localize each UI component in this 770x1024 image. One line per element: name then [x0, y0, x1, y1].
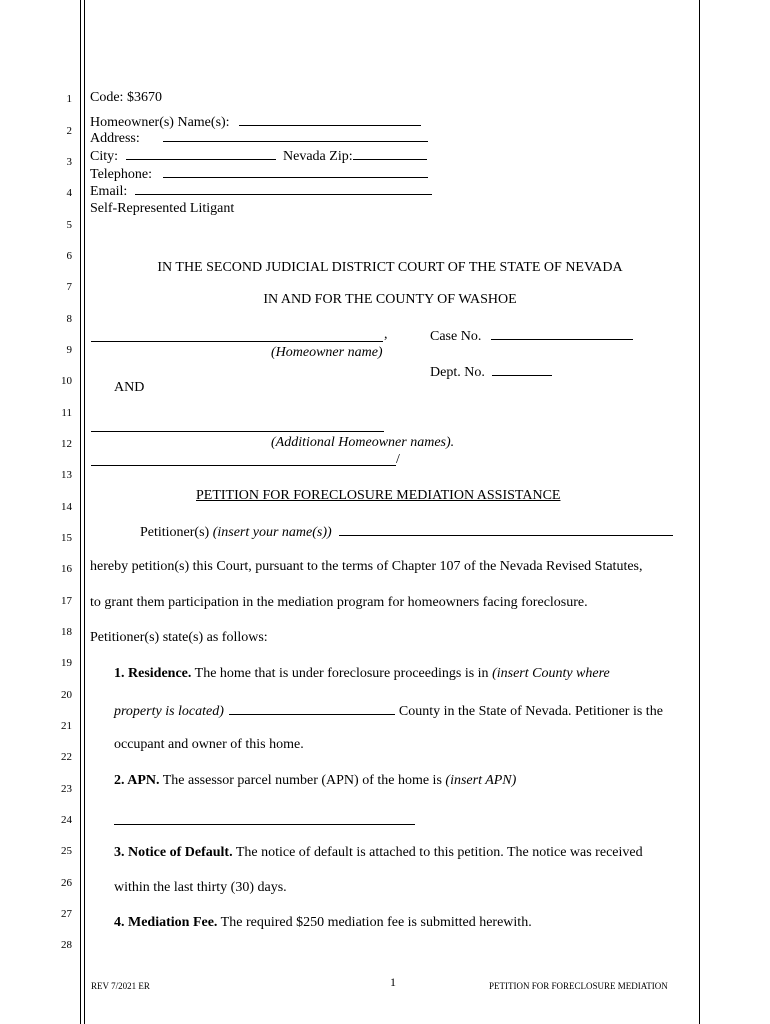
line-number: 5	[66, 219, 72, 231]
court-county-line: IN AND FOR THE COUNTY OF WASHOE	[263, 292, 517, 307]
footer-form-title: PETITION FOR FORECLOSURE MEDIATION	[489, 981, 668, 991]
court-name-line: IN THE SECOND JUDICIAL DISTRICT COURT OF THE STATE OF NEVADA	[157, 260, 623, 275]
city-field[interactable]	[126, 148, 276, 160]
line-number: 26	[61, 877, 72, 889]
case-no-label: Case No.	[430, 329, 482, 344]
line-number: 3	[66, 156, 72, 168]
county-field[interactable]	[229, 703, 395, 715]
residence-hint: (insert County where	[492, 666, 610, 681]
notice-of-default-line-2: within the last thirty (30) days.	[114, 880, 287, 895]
homeowner-name-label: Homeowner(s) Name(s):	[90, 115, 230, 130]
line-number: 23	[61, 783, 72, 795]
line-number: 4	[66, 187, 72, 199]
line-number: 12	[61, 438, 72, 450]
body-line-17: to grant them participation in the mediation program for homeowners facing foreclosure.	[90, 595, 588, 610]
homeowner-name-field[interactable]	[239, 114, 421, 126]
page-number: 1	[390, 975, 396, 989]
notice-of-default-line-1	[114, 846, 643, 860]
mediation-fee-text: The required $250 mediation fee is submitted herewith.	[220, 915, 532, 930]
dept-no-label: Dept. No.	[430, 365, 485, 380]
case-no-field[interactable]	[491, 328, 633, 340]
petition-title: PETITION FOR FORECLOSURE MEDIATION ASSISTANCE	[196, 488, 561, 503]
line-number: 2	[66, 125, 72, 137]
notice-of-default-heading: 3. Notice of Default.	[114, 845, 233, 860]
notice-of-default-text: The notice of default is attached to this petition. The notice was received	[235, 845, 643, 860]
additional-homeowner-line[interactable]	[91, 431, 384, 432]
email-row	[90, 183, 432, 199]
line-number: 11	[61, 407, 72, 419]
line-number: 20	[61, 689, 72, 701]
telephone-label: Telephone:	[90, 167, 152, 182]
homeowner-name-row	[90, 114, 421, 130]
homeowner-name-hint: (Homeowner name)	[271, 345, 383, 360]
address-field[interactable]	[163, 130, 428, 142]
residence-hint-cont: property is located)	[114, 704, 224, 719]
case-no-row	[430, 328, 633, 344]
zip-field[interactable]	[353, 148, 427, 160]
line-number: 28	[61, 939, 72, 951]
telephone-row	[90, 166, 428, 182]
apn-field[interactable]	[114, 824, 415, 825]
footer-revision: REV 7/2021 ER	[91, 981, 150, 991]
caption-comma: ,	[384, 327, 388, 342]
filing-code: Code: $3670	[90, 90, 162, 105]
line-number: 1	[66, 93, 72, 105]
body-line-16: hereby petition(s) this Court, pursuant to the terms of Chapter 107 of the Nevada Revised Statutes,	[90, 559, 643, 574]
line-number: 19	[61, 657, 72, 669]
line-number: 15	[61, 532, 72, 544]
city-row	[90, 148, 427, 164]
petitioner-name-field[interactable]	[339, 524, 673, 536]
caption-and: AND	[114, 380, 145, 395]
line-number: 24	[61, 814, 72, 826]
pleading-margin-line-right	[699, 0, 700, 1024]
petitioner-line	[140, 524, 673, 540]
line-number: 16	[61, 563, 72, 575]
self-represented-litigant: Self-Represented Litigant	[90, 201, 235, 216]
telephone-field[interactable]	[163, 166, 428, 178]
additional-homeowner-hint: (Additional Homeowner names).	[271, 435, 455, 450]
homeowner-name-line[interactable]	[91, 341, 383, 342]
email-field[interactable]	[135, 183, 432, 195]
petitioner-hint: (insert your name(s))	[212, 525, 332, 540]
apn-line	[114, 774, 516, 788]
line-number: 6	[66, 250, 72, 262]
residence-text: The home that is under foreclosure proceedings is in	[194, 666, 489, 681]
residence-line-1	[114, 667, 610, 681]
petitioner-label: Petitioner(s)	[140, 525, 210, 540]
apn-text: The assessor parcel number (APN) of the home is	[162, 773, 442, 788]
city-label: City:	[90, 149, 119, 164]
line-number: 10	[61, 375, 72, 387]
mediation-fee-heading: 4. Mediation Fee.	[114, 915, 218, 930]
email-label: Email:	[90, 184, 128, 199]
pleading-margin-line-inner	[84, 0, 85, 1024]
dept-no-field[interactable]	[492, 364, 552, 376]
caption-closing-line	[91, 465, 396, 466]
line-number: 22	[61, 751, 72, 763]
address-label: Address:	[90, 131, 140, 146]
line-number: 7	[66, 281, 72, 293]
line-number: 25	[61, 845, 72, 857]
mediation-fee-line	[114, 916, 532, 930]
line-number: 13	[61, 469, 72, 481]
line-number: 27	[61, 908, 72, 920]
dept-no-row	[430, 364, 552, 380]
residence-heading: 1. Residence.	[114, 666, 192, 681]
caption-slash: /	[396, 452, 400, 467]
residence-text-cont: County in the State of Nevada. Petitioner is the	[398, 704, 663, 719]
line-number: 21	[61, 720, 72, 732]
apn-hint: (insert APN)	[445, 773, 517, 788]
line-number: 17	[61, 595, 72, 607]
line-number: 8	[66, 313, 72, 325]
address-row	[90, 130, 428, 146]
residence-line-3: occupant and owner of this home.	[114, 737, 304, 752]
pleading-margin-line-left	[80, 0, 81, 1024]
body-line-18: Petitioner(s) state(s) as follows:	[90, 630, 268, 645]
line-number: 18	[61, 626, 72, 638]
nevada-zip-label: Nevada Zip:	[283, 149, 353, 164]
apn-heading: 2. APN.	[114, 773, 160, 788]
line-number: 9	[66, 344, 72, 356]
residence-line-2	[114, 703, 663, 719]
line-number: 14	[61, 501, 72, 513]
